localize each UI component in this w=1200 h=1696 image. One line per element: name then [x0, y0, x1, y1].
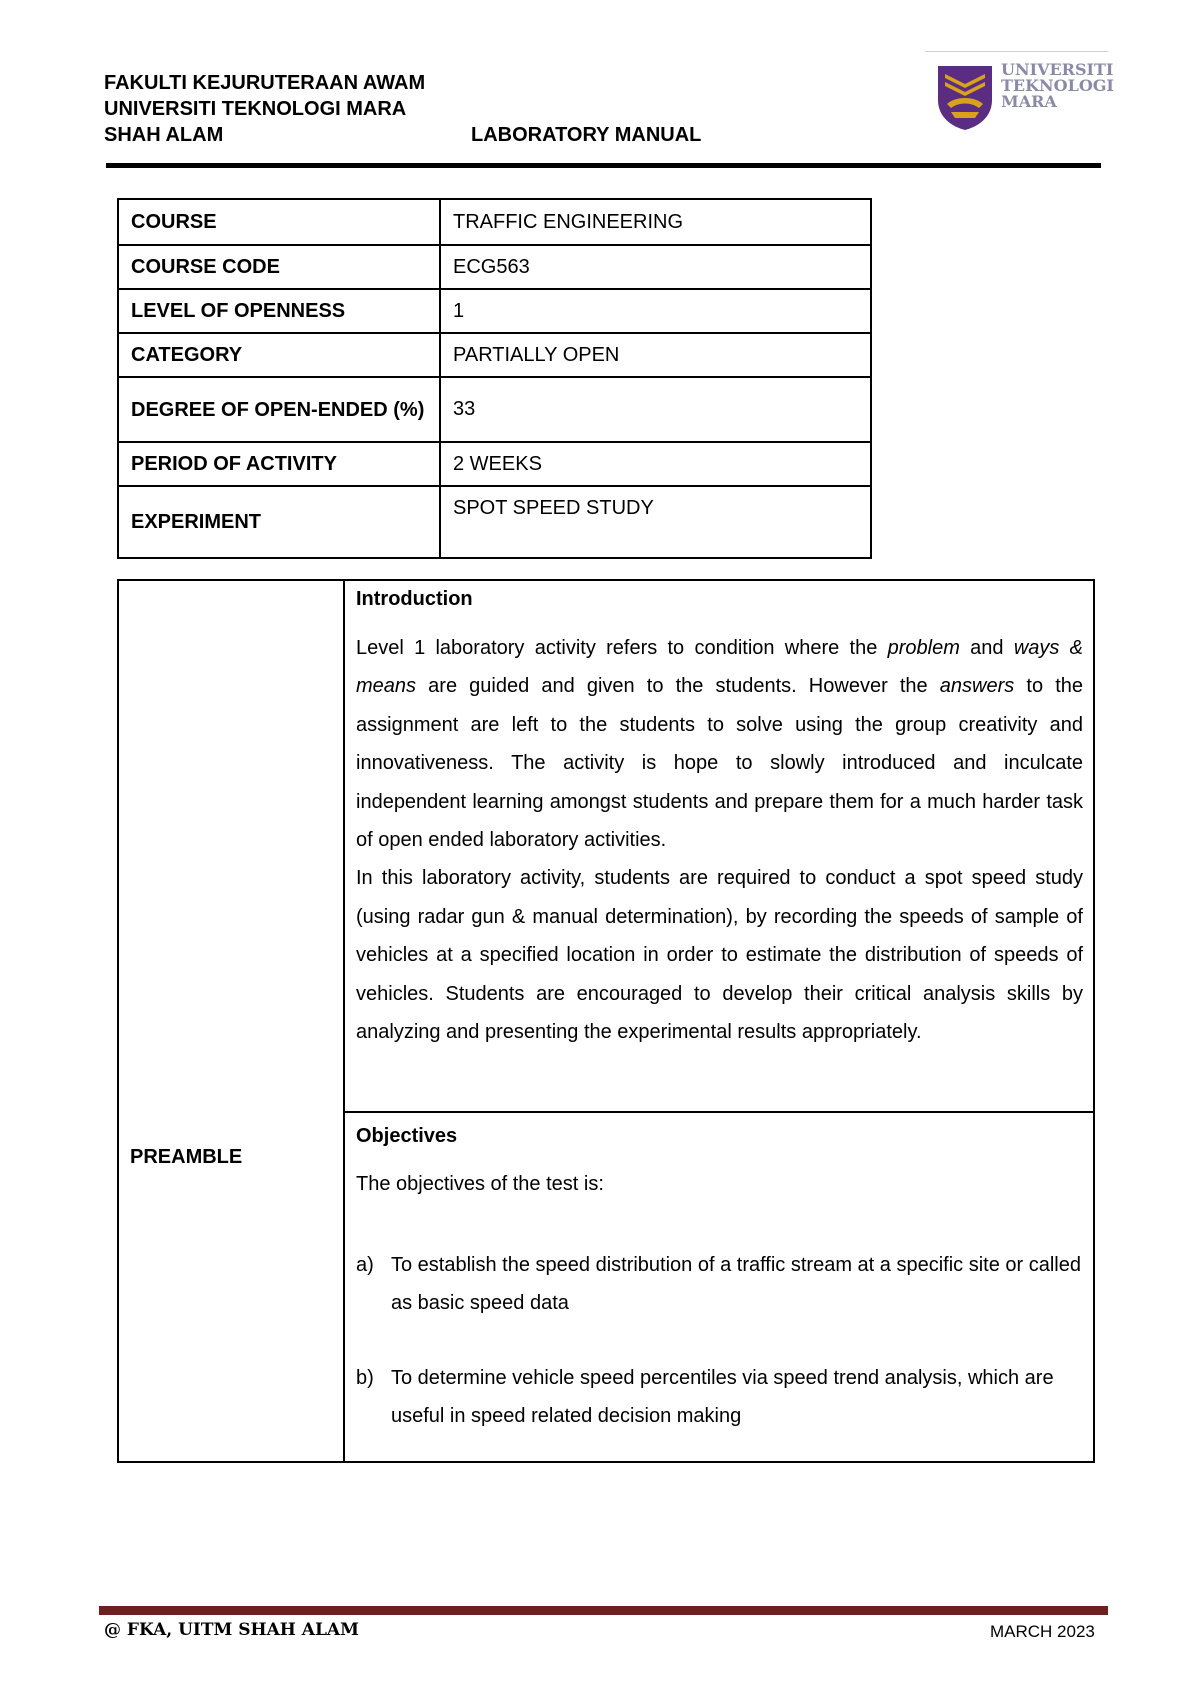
- course-info-table: [117, 198, 872, 559]
- row-key: CATEGORY: [118, 333, 440, 377]
- logo-word: MARA: [1001, 92, 1057, 111]
- introduction-paragraph-2: In this laboratory activity, students are required to conduct a spot speed study (using radar gun & manual determination), by recording the speeds of sample of vehicles at a specified location in order to estimate the distribution of speeds of vehicles. Students are encouraged to develop their critical analysis skills by analyzing and presenting the experimental results appropriately.: [356, 867, 1083, 1044]
- row-key: DEGREE OF OPEN-ENDED (%): [118, 377, 440, 442]
- list-text: To determine vehicle speed percentiles via speed trend analysis, which are useful in speed related decision making: [391, 1367, 1054, 1427]
- objectives-heading: Objectives: [356, 1125, 458, 1147]
- objectives-list: [356, 1246, 1083, 1435]
- table-row: [118, 377, 871, 442]
- preamble-content-cell: [345, 581, 1093, 1461]
- logo-divider: [925, 51, 1108, 52]
- objectives-intro: The objectives of the test is:: [356, 1173, 604, 1195]
- row-key: COURSE CODE: [118, 245, 440, 289]
- row-key: LEVEL OF OPENNESS: [118, 289, 440, 333]
- footer-rule: [99, 1606, 1108, 1615]
- table-row: [118, 289, 871, 333]
- row-key: COURSE: [118, 199, 440, 245]
- list-marker: b): [356, 1367, 374, 1389]
- preamble-table: [117, 579, 1095, 1463]
- preamble-label-cell: [119, 581, 345, 1461]
- preamble-label: PREAMBLE: [130, 1146, 243, 1168]
- row-value: 33: [440, 377, 871, 442]
- objectives-section: [345, 1113, 1093, 1461]
- table-row: [118, 442, 871, 486]
- footer-date: MARCH 2023: [990, 1622, 1095, 1641]
- manual-title: LABORATORY MANUAL: [471, 124, 702, 146]
- logo-word: TEKNOLOGI: [1001, 76, 1114, 95]
- row-value: 2 WEEKS: [440, 442, 871, 486]
- row-value: 1: [440, 289, 871, 333]
- table-row: [118, 245, 871, 289]
- introduction-paragraph-1: Level 1 laboratory activity refers to condition where the problem and ways & means are guided and given to the students. However the answers to the assignment are left to the students to solve using the group creativity and innovativeness. The activity is hope to slowly introduced and inculcate independent learning amongst students and prepare them for a much harder task of open ended laboratory activities.: [356, 637, 1084, 852]
- campus-name: SHAH ALAM: [104, 124, 224, 146]
- table-row: [118, 333, 871, 377]
- list-marker: a): [356, 1254, 374, 1276]
- row-value: ECG563: [440, 245, 871, 289]
- list-item: [356, 1246, 1083, 1322]
- row-value: TRAFFIC ENGINEERING: [440, 199, 871, 245]
- logo-wordmark: [1001, 62, 1114, 110]
- introduction-section: [345, 581, 1093, 1113]
- row-key: PERIOD OF ACTIVITY: [118, 442, 440, 486]
- document-header: [104, 70, 702, 148]
- faculty-name: FAKULTI KEJURUTERAAN AWAM: [104, 72, 426, 94]
- uitm-logo: [935, 60, 1114, 134]
- header-rule: [106, 163, 1101, 168]
- introduction-heading: Introduction: [356, 588, 473, 610]
- row-value: PARTIALLY OPEN: [440, 333, 871, 377]
- row-value: SPOT SPEED STUDY: [440, 486, 871, 558]
- table-row: [118, 486, 871, 558]
- logo-word: UNIVERSITI: [1001, 60, 1114, 79]
- list-text: To establish the speed distribution of a traffic stream at a specific site or called as basic speed data: [391, 1254, 1081, 1314]
- list-item: [356, 1359, 1083, 1435]
- row-key: EXPERIMENT: [118, 486, 440, 558]
- table-row: [118, 199, 871, 245]
- uitm-crest-icon: [935, 62, 995, 132]
- footer-copyright: @ FKA, UITM SHAH ALAM: [104, 1620, 359, 1640]
- university-name: UNIVERSITI TEKNOLOGI MARA: [104, 98, 407, 120]
